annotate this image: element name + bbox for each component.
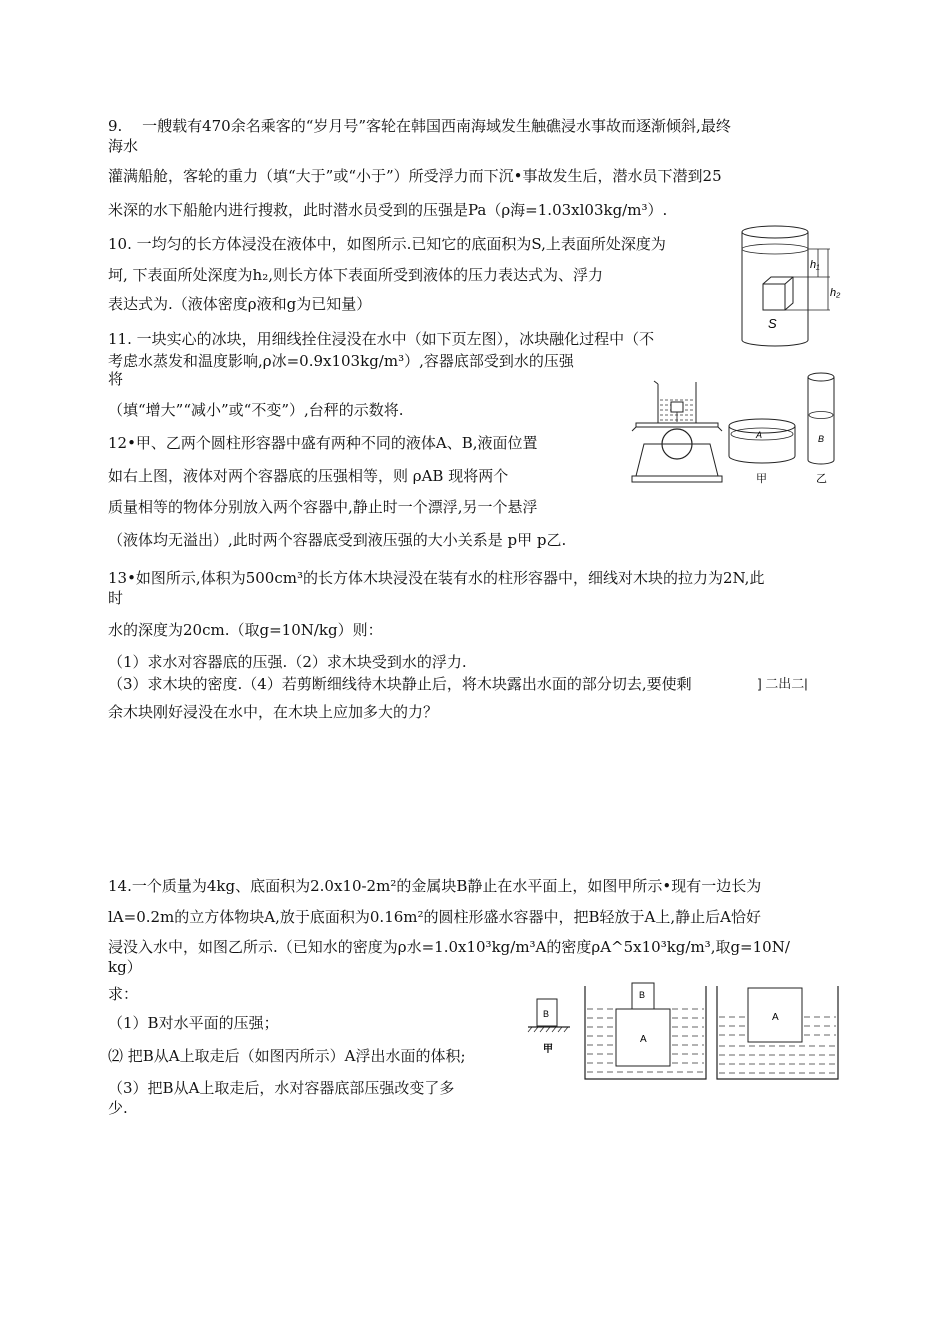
- q11-line-3: 将: [108, 370, 124, 388]
- liquid-a-label: A: [756, 430, 763, 440]
- q9-line-1: 9. 一艘载有470余名乘客的“岁月号”客轮在韩国西南海域发生触礁浸水事故而逐渐倾斜,最终: [108, 117, 731, 135]
- block-a-floating-figure: [716, 980, 840, 1082]
- q10-line-1: 10. 一均匀的长方体浸没在液体中，如图所示.已知它的底面积为S,上表面所处深度为: [108, 235, 666, 253]
- block-b-label-yi: B: [639, 990, 646, 1000]
- q10-line-2: 坷, 下表面所处深度为h₂,则长方体下表面所受到液体的压力表达式为、浮力: [108, 266, 603, 284]
- beaker-on-scale-figure: [630, 378, 726, 490]
- q11-line-4: （填“增大”“减小”或“不变”）,台秤的示数将.: [108, 401, 404, 419]
- q12-line-3: 质量相等的物体分别放入两个容器中,静止时一个漂浮,另一个悬浮: [108, 498, 538, 516]
- q14-line-2: lA=0.2m的立方体物块A,放于底面积为0.16m²的圆柱形盛水容器中，把B轻放于A上,静止后A恰好: [108, 908, 761, 926]
- q11-line-1: 11. 一块实心的冰块，用细线拴住浸没在水中（如下页左图），冰块融化过程中（不: [108, 330, 655, 348]
- q10-line-3: 表达式为.（液体密度ρ液和g为已知量）: [108, 295, 372, 313]
- two-containers-figure: [726, 370, 846, 492]
- liquid-b-label: B: [818, 434, 825, 444]
- q14-line-3-wrap: kg）: [108, 958, 142, 976]
- q9-line-2: 灌满船舱，客轮的重力（填“大于”或“小于”）所受浮力而下沉•事故发生后，潜水员下潜到25: [108, 167, 722, 185]
- block-a-with-b-in-water-figure: [584, 980, 708, 1082]
- q12-line-2: 如右上图，液体对两个容器底的压强相等，则 ρAB 现将两个: [108, 467, 509, 485]
- q9-line-3: 米深的水下船舱内进行搜救，此时潜水员受到的压强是Pa（ρ海=1.03xl03kg/m³）.: [108, 201, 668, 219]
- q11-line-2: 考虑水蒸发和温度影响,ρ冰=0.9x103kg/m³）,容器底部受到水的压强: [108, 352, 574, 370]
- h1-label: h₁: [810, 259, 820, 271]
- h2-label: h₂: [830, 287, 841, 299]
- q14-line-4: 求：: [108, 985, 139, 1003]
- container-jia-label: 甲: [756, 473, 767, 485]
- block-a-label-yi: A: [640, 1034, 647, 1045]
- q9-line-1-wrap: 海水: [108, 137, 139, 155]
- q14-line-6: ⑵ 把B从A上取走后（如图丙所示）A浮出水面的体积;: [108, 1047, 466, 1065]
- q14-line-7: （3）把B从A上取走后，水对容器底部压强改变了多: [108, 1079, 455, 1097]
- q13-line-1-wrap: 时: [108, 589, 124, 607]
- q13-line-2: 水的深度为20cm.（取g=10N/kg）则：: [108, 621, 383, 639]
- q14-line-1: 14.一个质量为4kg、底面积为2.0x10-2m²的金属块B静止在水平面上，如图甲所示•现有一边长为: [108, 877, 762, 895]
- container-yi-label: 乙: [816, 473, 827, 485]
- q13-line-4: （3）求木块的密度.（4）若剪断细线待木块静止后，将木块露出水面的部分切去,要使剩: [108, 675, 692, 693]
- q13-line-4-fragment: ] 二出二|: [758, 676, 808, 691]
- block-b-on-ground-figure: [526, 996, 576, 1058]
- q14-line-7-wrap: 少.: [108, 1099, 128, 1117]
- q13-line-3: （1）求水对容器底的压强.（2）求木块受到水的浮力.: [108, 653, 467, 671]
- area-s-label: S: [768, 316, 777, 331]
- block-b-label: B: [543, 1009, 550, 1019]
- q13-line-1: 13•如图所示,体积为500cm³的长方体木块浸没在装有水的柱形容器中，细线对木块的拉力为2N,此: [108, 569, 765, 587]
- q12-line-4: （液体均无溢出）,此时两个容器底受到液压强的大小关系是 p甲 p乙.: [108, 531, 567, 549]
- figure-jia-label: 甲: [543, 1044, 553, 1055]
- block-a-label-bing: A: [772, 1012, 779, 1023]
- q14-line-5: （1）B对水平面的压强；: [108, 1014, 279, 1032]
- q14-line-3: 浸没入水中，如图乙所示.（已知水的密度为ρ水=1.0x10³kg/m³A的密度ρA^5x10³kg/m³,取g=10N/: [108, 938, 790, 956]
- q13-line-5: 余木块刚好浸没在水中，在木块上应加多大的力？: [108, 703, 439, 721]
- q12-line-1: 12•甲、乙两个圆柱形容器中盛有两种不同的液体A、B,液面位置: [108, 434, 538, 452]
- cuboid-in-cylinder-figure: [738, 222, 848, 350]
